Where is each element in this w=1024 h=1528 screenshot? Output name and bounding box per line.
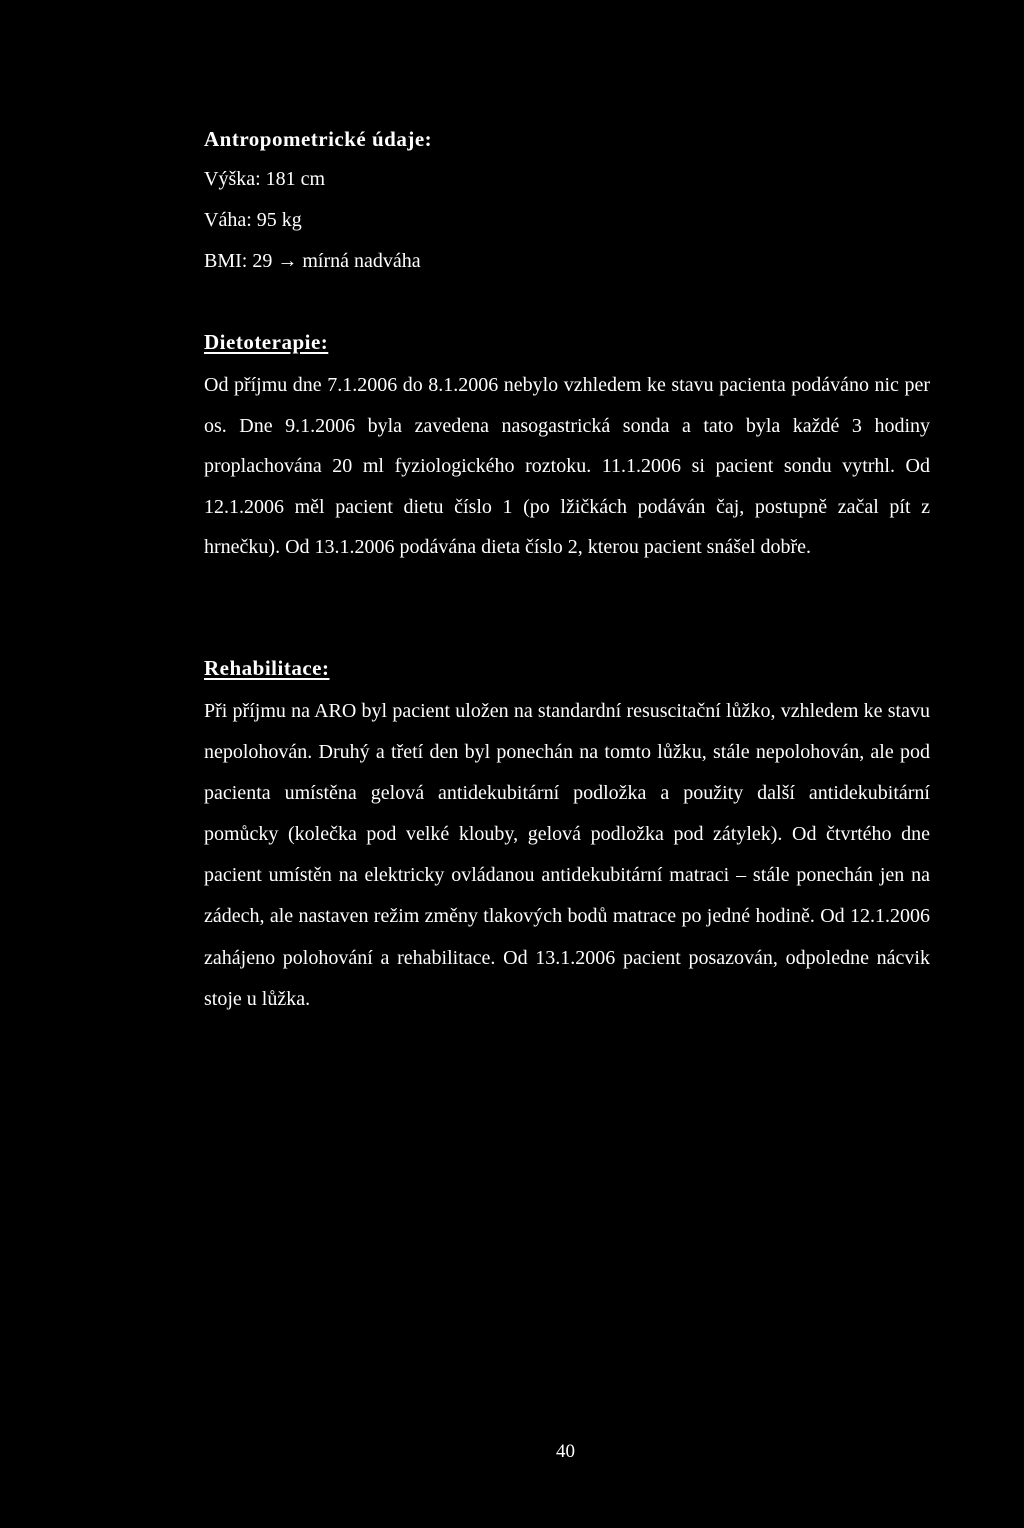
rehab-paragraph: Při příjmu na ARO byl pacient uložen na standardní resuscitační lůžko, vzhledem ke stavu nepolohován. Druhý a třetí den byl ponechán na tomto lůžku, stále nepolohován, ale pod pacienta umístěna gelová antidekubitární podložka a použity další antidekubitární pomůcky (kolečka pod velké klouby, gelová podložka pod zátylek). Od čtvrtého dne pacient umístěn na elektricky ovládanou antidekubitární matraci – stále ponechán jen na zádech, ale nastaven režim změny tlakových bodů matrace po jedné hodině. Od 12.1.2006 zahájeno polohování a rehabilitace. Od 13.1.2006 pacient posazován, odpoledne nácvik stoje u lůžka. bbox=[204, 700, 930, 1010]
height-line: Výška: 181 cm bbox=[204, 168, 326, 190]
anthropometry-heading: Antropometrické údaje: bbox=[204, 127, 433, 151]
diet-heading: Dietoterapie: bbox=[204, 330, 329, 354]
weight-line: Váha: 95 kg bbox=[204, 209, 302, 231]
diet-paragraph: Od příjmu dne 7.1.2006 do 8.1.2006 nebylo vzhledem ke stavu pacienta podáváno nic per os. Dne 9.1.2006 byla zavedena nasogastrická sonda a tato byla každé 3 hodiny proplachována 20 ml fyziologického roztoku. 11.1.2006 si pacient sondu vytrhl. Od 12.1.2006 měl pacient dietu číslo 1 (po lžičkách podáván čaj, postupně začal pít z hrnečku). Od 13.1.2006 podávána dieta číslo 2, kterou pacient snášel dobře. bbox=[204, 374, 930, 559]
page-number: 40 bbox=[556, 1441, 575, 1462]
rehab-heading: Rehabilitace: bbox=[204, 656, 330, 680]
bmi-line: BMI: 29 → mírná nadváha bbox=[204, 250, 421, 272]
